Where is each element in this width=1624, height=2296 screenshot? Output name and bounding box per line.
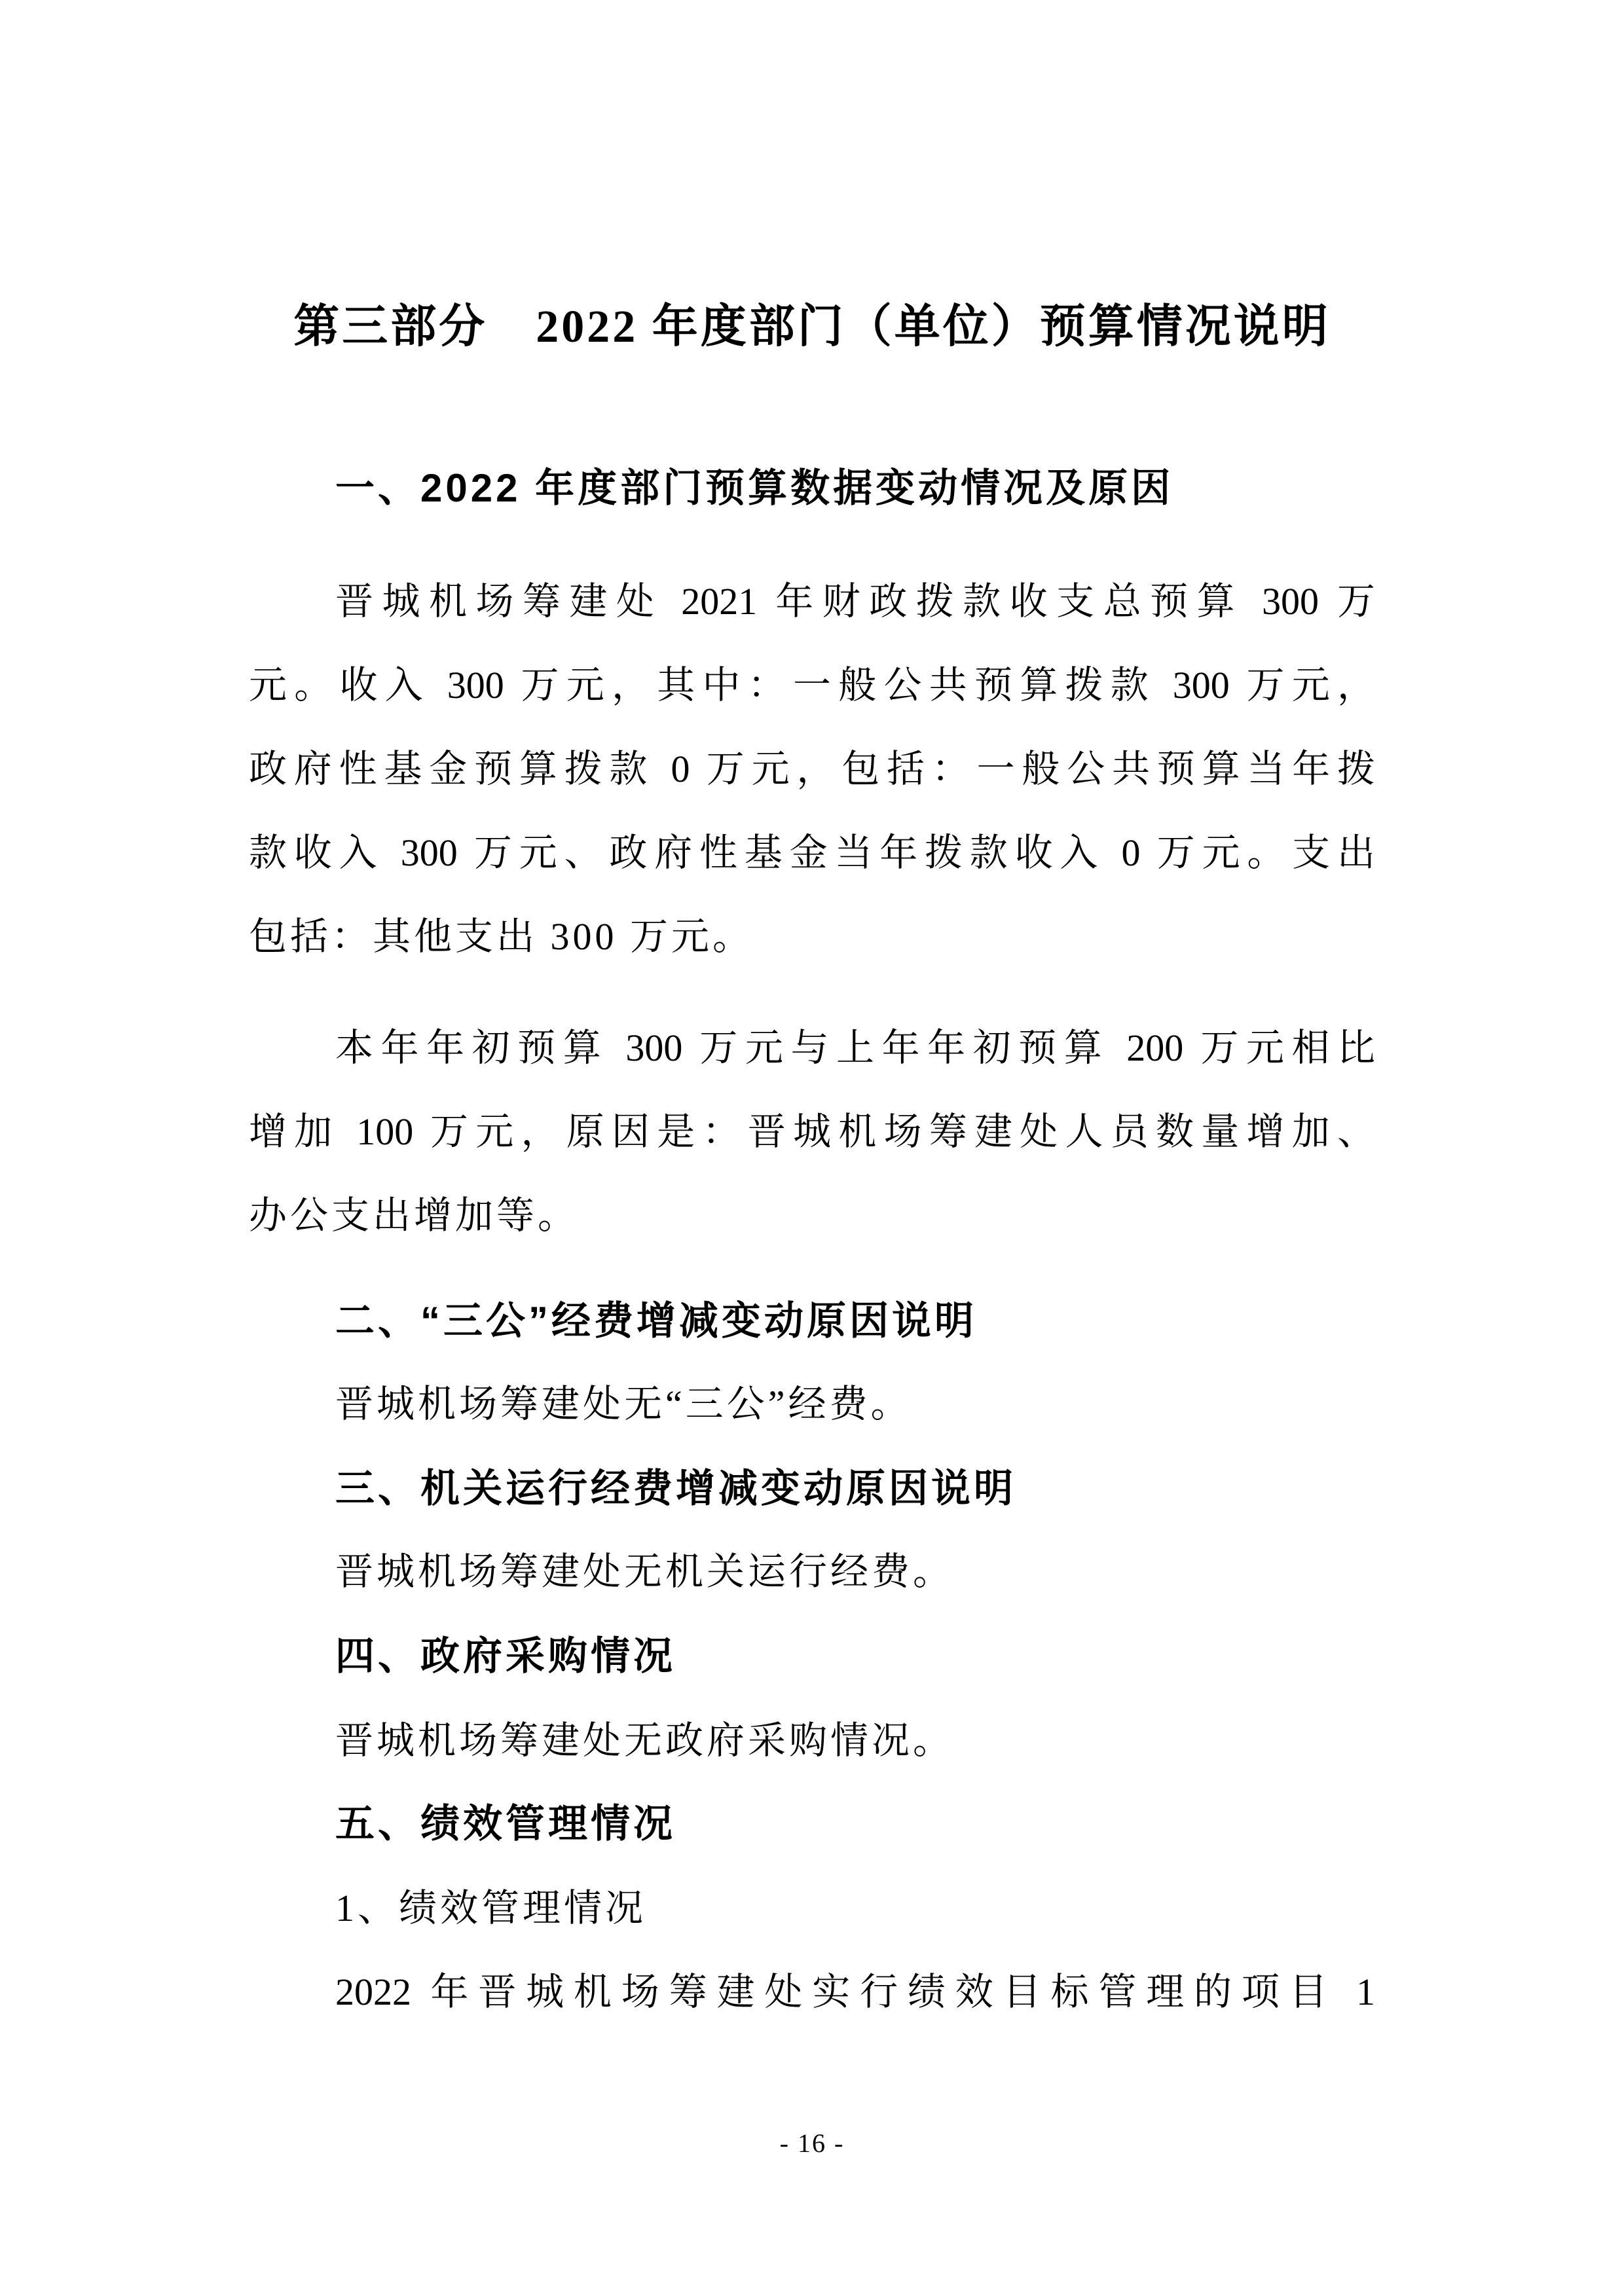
section-heading-5: 五、绩效管理情况 xyxy=(335,1802,676,1846)
body-line: 元。收入 300 万元，其中：一般公共预算拨款 300 万元， xyxy=(249,664,1375,706)
page-number: - 16 - xyxy=(779,2128,845,2158)
body-line: 款收入 300 万元、政府性基金当年拨款收入 0 万元。支出 xyxy=(249,831,1375,874)
body-paragraph xyxy=(249,1699,1375,1783)
body-paragraph xyxy=(249,1530,1375,1614)
body-paragraph xyxy=(249,1867,1375,1950)
body-line: 政府性基金预算拨款 0 万元，包括：一般公共预算当年拨 xyxy=(249,748,1375,790)
body-line: 增加 100 万元，原因是：晋城机场筹建处人员数量增加、 xyxy=(249,1110,1375,1153)
body-line: 办公支出增加等。 xyxy=(249,1194,580,1237)
body-line: 晋城机场筹建处无政府采购情况。 xyxy=(335,1719,955,1762)
body-paragraph xyxy=(249,1006,1375,1258)
body-line: 包括：其他支出 300 万元。 xyxy=(249,915,754,958)
body-line: 晋城机场筹建处 2021 年财政拨款收支总预算 300 万 xyxy=(335,580,1375,623)
section-heading-4: 四、政府采购情况 xyxy=(335,1634,676,1678)
body-line: 晋城机场筹建处无“三公”经费。 xyxy=(335,1383,912,1425)
body-line: 2022 年晋城机场筹建处实行绩效目标管理的项目 1 xyxy=(335,1971,1375,2013)
section-heading-2: 二、“三公”经费增减变动原因说明 xyxy=(335,1299,977,1343)
section-heading-1: 一、2022 年度部门预算数据变动情况及原因 xyxy=(335,466,1174,510)
body-paragraph xyxy=(249,560,1375,979)
body-paragraph xyxy=(249,1950,1375,2034)
body-line: 1、绩效管理情况 xyxy=(335,1887,647,1929)
body-line: 本年年初预算 300 万元与上年年初预算 200 万元相比 xyxy=(335,1027,1375,1069)
section-heading-3: 三、机关运行经费增减变动原因说明 xyxy=(335,1467,1016,1510)
page-title: 第三部分 2022 年度部门（单位）预算情况说明 xyxy=(293,302,1331,352)
body-line: 晋城机场筹建处无机关运行经费。 xyxy=(335,1550,955,1593)
body-paragraph xyxy=(249,1362,1375,1446)
